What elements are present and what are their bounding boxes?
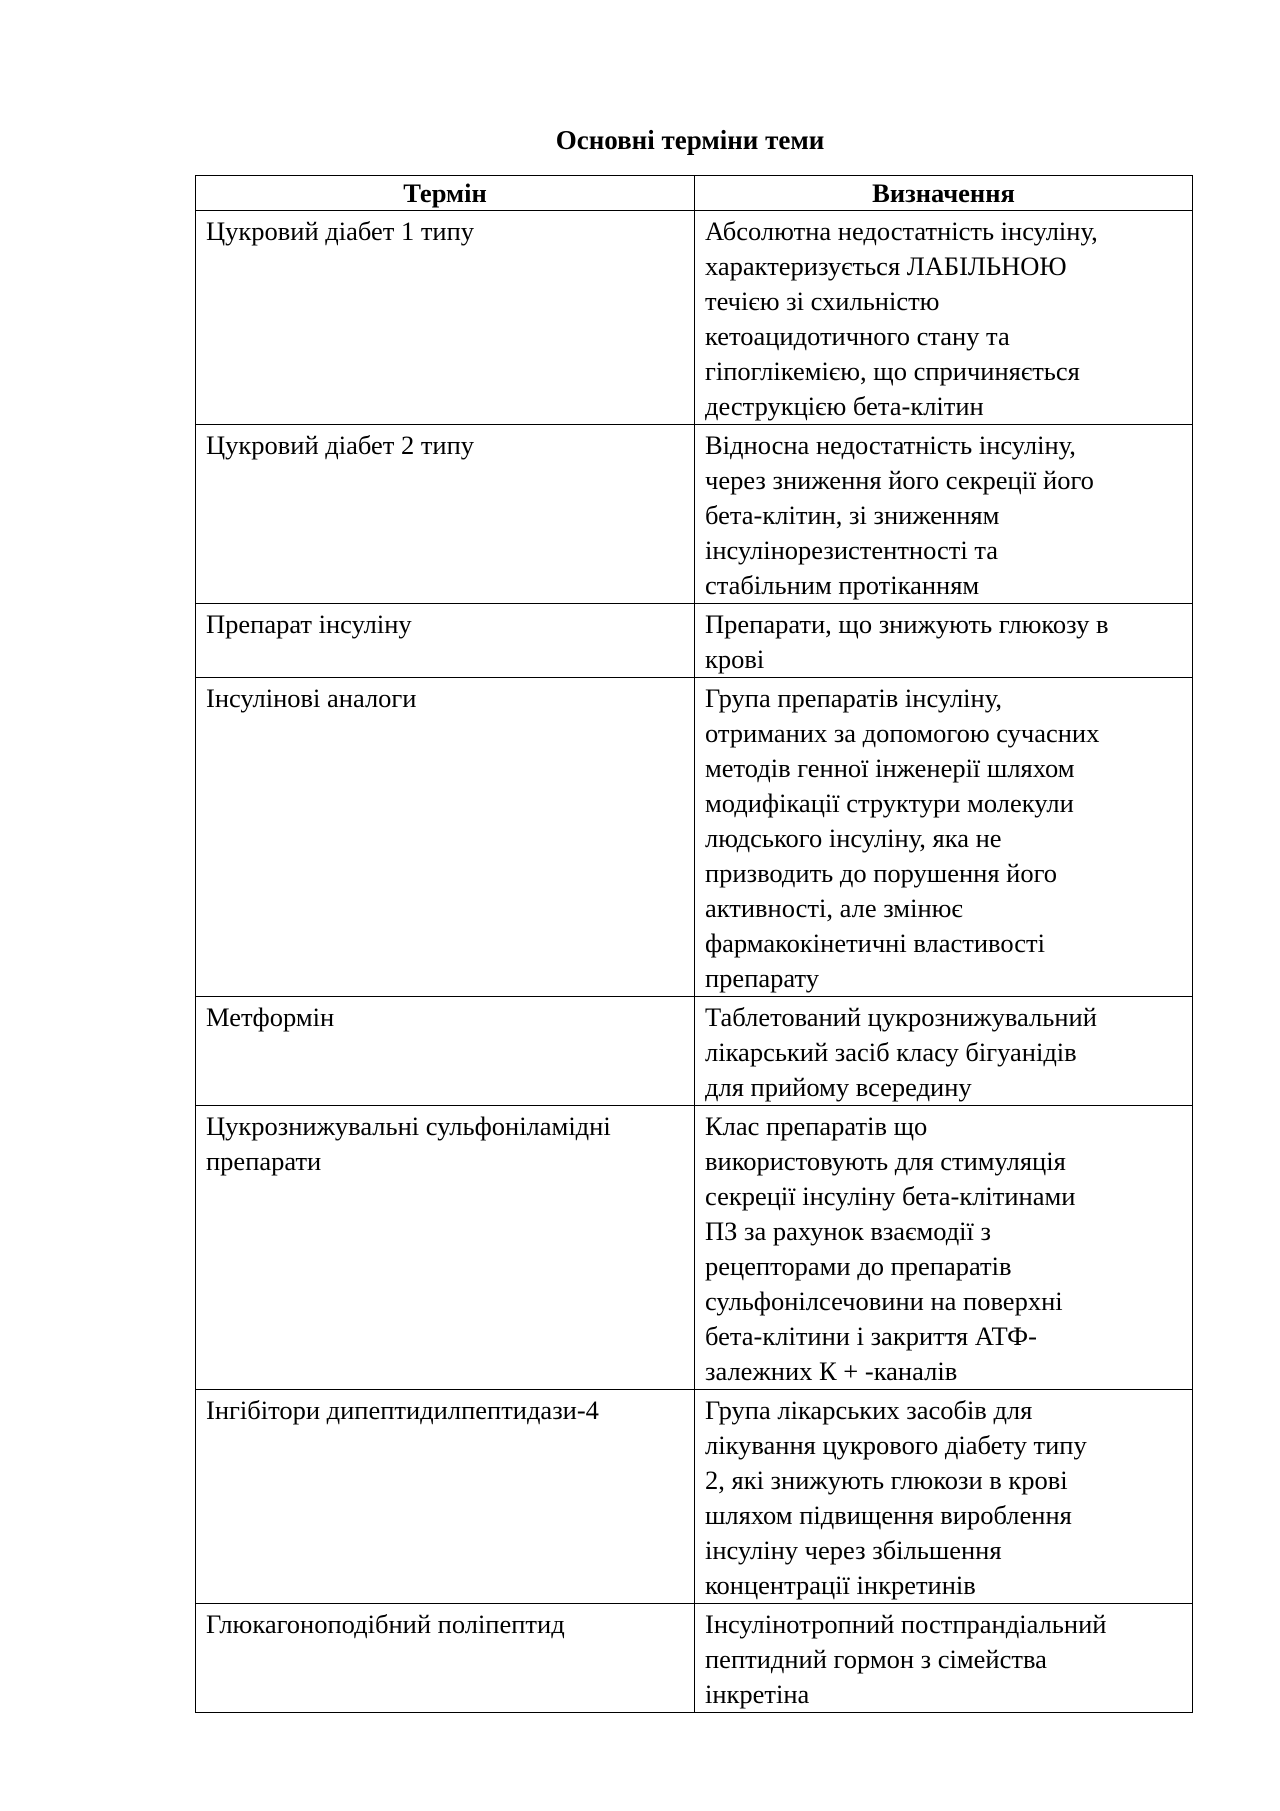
- definition-line: Відносна недостатність інсуліну,: [705, 430, 1076, 460]
- table-row: [196, 1390, 1193, 1604]
- term-cell: Інсулінові аналоги: [196, 678, 695, 997]
- definition-line: рецепторами до препаратів: [705, 1251, 1012, 1281]
- definition-line: методів генної інженерії шляхом: [705, 753, 1075, 783]
- term-cell: Інгібітори дипептидилпептидази-4: [196, 1390, 695, 1604]
- definition-cell: [695, 604, 1193, 678]
- definition-line: Таблетований цукрознижувальний: [705, 1002, 1097, 1032]
- term-cell: Препарат інсуліну: [196, 604, 695, 678]
- table-body: [196, 211, 1193, 1713]
- table-header: [196, 176, 1193, 211]
- definition-line: інкретіна: [705, 1679, 810, 1709]
- definition-line: пептидний гормон з сімейства: [705, 1644, 1047, 1674]
- definition-cell: [695, 1604, 1193, 1713]
- definition-line: концентрації інкретинів: [705, 1570, 976, 1600]
- term-cell: Цукровий діабет 2 типу: [196, 425, 695, 604]
- term-cell: Цукровий діабет 1 типу: [196, 211, 695, 425]
- definition-cell: [695, 1106, 1193, 1390]
- table-row: [196, 1106, 1193, 1390]
- definition-line: інсулінорезистентності та: [705, 535, 999, 565]
- terms-table: [195, 175, 1193, 1713]
- definition-line: препарату: [705, 963, 819, 993]
- definition-line: Інсулінотропний постпрандіальний: [705, 1609, 1107, 1639]
- definition-cell: [695, 211, 1193, 425]
- header-row: [196, 176, 1193, 211]
- term-cell: Глюкагоноподібний поліпептид: [196, 1604, 695, 1713]
- definition-line: людського інсуліну, яка не: [705, 823, 1002, 853]
- table-row: [196, 604, 1193, 678]
- table-row: [196, 997, 1193, 1106]
- definition-line: призводить до порушення його: [705, 858, 1058, 888]
- definition-line: шляхом підвищення вироблення: [705, 1500, 1072, 1530]
- table-row: [196, 1604, 1193, 1713]
- definition-line: Абсолютна недостатність інсуліну,: [705, 216, 1098, 246]
- definition-line: секреції інсуліну бета-клітинами: [705, 1181, 1076, 1211]
- definition-line: інсуліну через збільшення: [705, 1535, 1002, 1565]
- definition-cell: [695, 425, 1193, 604]
- definition-line: фармакокінетичні властивості: [705, 928, 1045, 958]
- definition-line: бета-клітини і закриття АТФ-: [705, 1321, 1037, 1351]
- definition-line: гіпоглікемією, що спричиняється: [705, 356, 1080, 386]
- definition-line: стабільним протіканням: [705, 570, 980, 600]
- definition-line: для прийому всередину: [705, 1072, 972, 1102]
- term-cell: Метформін: [196, 997, 695, 1106]
- definition-line: активності, але змінює: [705, 893, 963, 923]
- table-row: [196, 678, 1193, 997]
- definition-line: отриманих за допомогою сучасних: [705, 718, 1100, 748]
- definition-line: крові: [705, 644, 765, 674]
- header-term: Термін: [196, 176, 695, 211]
- page-title: Основні терміни теми: [555, 125, 825, 155]
- definition-cell: [695, 678, 1193, 997]
- definition-cell: [695, 1390, 1193, 1604]
- definition-line: залежних К + -каналів: [705, 1356, 958, 1386]
- definition-line: бета-клітин, зі зниженням: [705, 500, 1000, 530]
- definition-line: ПЗ за рахунок взаємодії з: [705, 1216, 992, 1246]
- header-definition: Визначення: [695, 176, 1193, 211]
- definition-line: через зниження його секреції його: [705, 465, 1094, 495]
- definition-line: лікарський засіб класу бігуанідів: [705, 1037, 1077, 1067]
- definition-line: Препарати, що знижують глюкозу в: [705, 609, 1109, 639]
- definition-line: використовують для стимуляція: [705, 1146, 1066, 1176]
- table-row: [196, 211, 1193, 425]
- definition-line: деструкцією бета-клітин: [705, 391, 984, 421]
- definition-cell: [695, 997, 1193, 1106]
- definition-line: сульфонілсечовини на поверхні: [705, 1286, 1063, 1316]
- definition-line: Клас препаратів що: [705, 1111, 928, 1141]
- definition-line: Група препаратів інсуліну,: [705, 683, 1002, 713]
- definition-line: Група лікарських засобів для: [705, 1395, 1033, 1425]
- definition-line: характеризується ЛАБІЛЬНОЮ: [705, 251, 1067, 281]
- table-row: [196, 425, 1193, 604]
- definition-line: лікування цукрового діабету типу: [705, 1430, 1087, 1460]
- definition-line: 2, які знижують глюкози в крові: [705, 1465, 1068, 1495]
- definition-line: течією зі схильністю: [705, 286, 940, 316]
- definition-line: модифікації структури молекули: [705, 788, 1074, 818]
- definition-line: кетоацидотичного стану та: [705, 321, 1010, 351]
- term-cell: Цукрознижувальні сульфоніламідні препарати: [196, 1106, 695, 1390]
